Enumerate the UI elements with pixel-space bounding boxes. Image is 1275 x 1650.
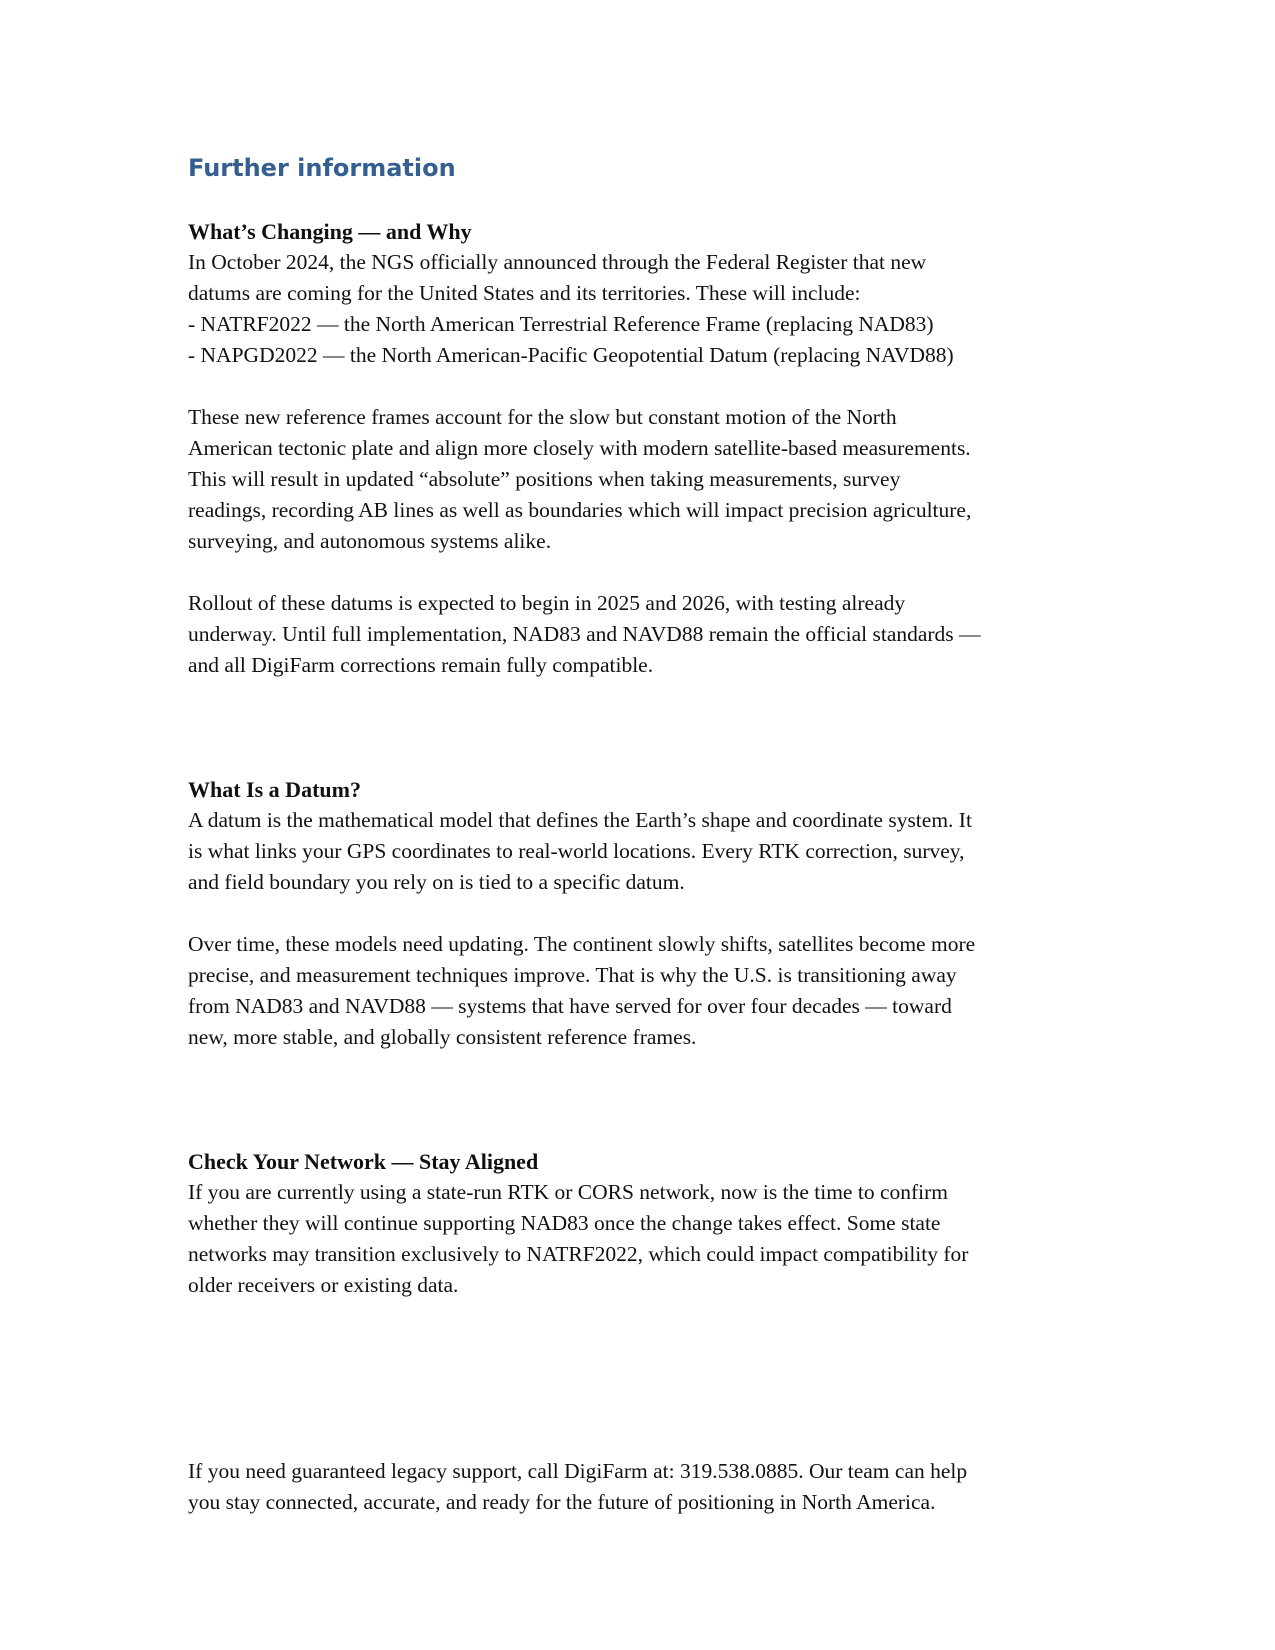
section-heading: What Is a Datum? [188, 777, 361, 802]
paragraph: In October 2024, the NGS officially announced through the Federal Register that new datums are coming for the United States and its territories. These will include: - NATRF2022 — the North American Terrestrial Reference Frame (replacing NAD83) - NAPGD2022 — the North American-Pacific Geopotential Datum (replacing NAVD88) [188, 250, 954, 367]
section-heading: Check Your Network — Stay Aligned [188, 1149, 539, 1174]
closing-paragraph: If you need guaranteed legacy support, call DigiFarm at: 319.538.0885. Our team can help you stay connected, accurate, and ready for the future of positioning in North America. [188, 1459, 968, 1514]
paragraph: If you are currently using a state-run RTK or CORS network, now is the time to confirm whether they will continue supporting NAD83 once the change takes effect. Some state networks may transition exclusively to NATRF2022, which could impact compatibility for older receivers or existing data. [188, 1180, 969, 1297]
section-what-is-a-datum [188, 774, 1088, 1053]
section-check-your-network [188, 1146, 1088, 1301]
document-title: Further information [188, 154, 456, 182]
paragraph: These new reference frames account for the slow but constant motion of the North American tectonic plate and align more closely with modern satellite-based measurements. This will result in updated “absolute” positions when taking measurements, survey readings, recording AB lines as well as boundaries which will impact precision agriculture, surveying, and autonomous systems alike. [188, 405, 972, 553]
document-body [188, 148, 1088, 1518]
paragraph: A datum is the mathematical model that defines the Earth’s shape and coordinate system. It is what links your GPS coordinates to real-world locations. Every RTK correction, survey, and field boundary you rely on is tied to a specific datum. [188, 808, 972, 894]
paragraph: Over time, these models need updating. The continent slowly shifts, satellites become more precise, and measurement techniques improve. That is why the U.S. is transitioning away from NAD83 and NAVD88 — systems that have served for over four decades — toward new, more stable, and globally consistent reference frames. [188, 932, 976, 1049]
section-whats-changing [188, 216, 1088, 681]
section-heading: What’s Changing — and Why [188, 219, 472, 244]
paragraph: Rollout of these datums is expected to begin in 2025 and 2026, with testing already underway. Until full implementation, NAD83 and NAVD88 remain the official standards — and all DigiFarm corrections remain fully compatible. [188, 591, 981, 677]
